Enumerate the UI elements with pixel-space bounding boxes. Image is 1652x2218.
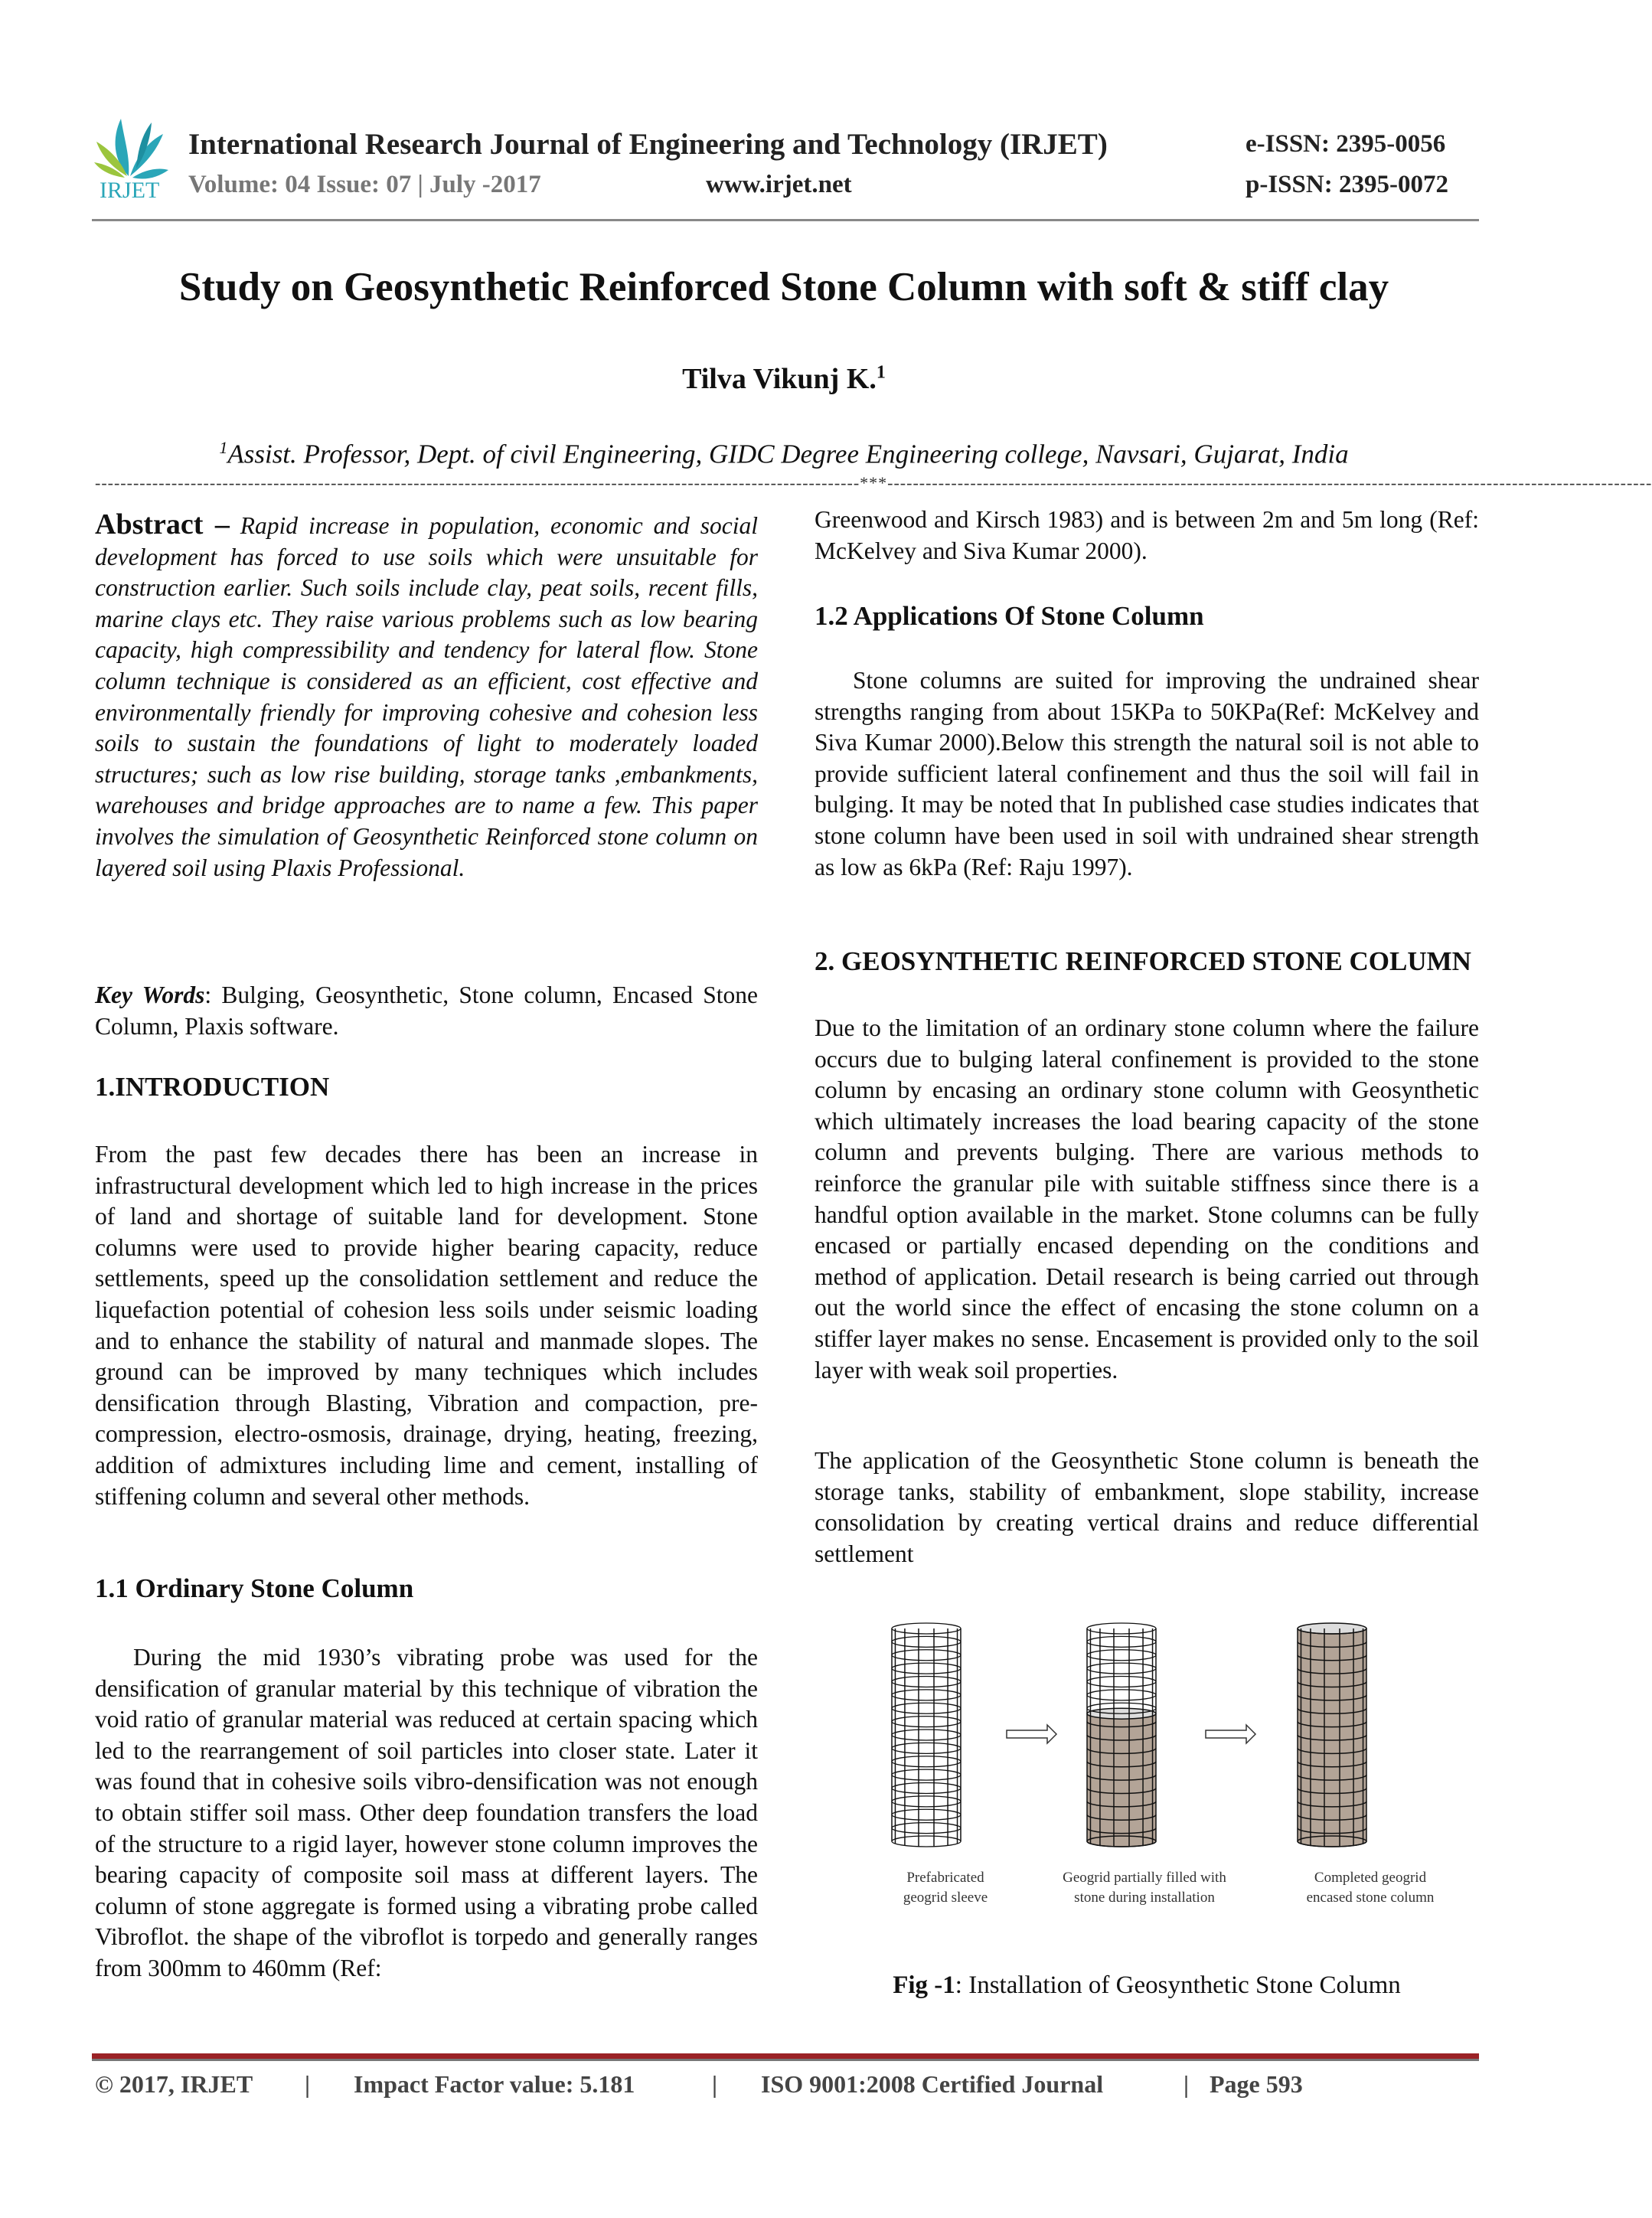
grid-ring xyxy=(892,1677,961,1687)
grid-ring xyxy=(892,1796,961,1807)
header-divider xyxy=(92,219,1479,221)
grid-ring xyxy=(892,1809,961,1820)
introduction-paragraph: From the past few decades there has been an increase in infrastructural development which led to high increase in the prices of land and shortage of suitable land for development. Stone columns were used to provide higher bearing capacity, reduce settlements, speed up the consolidation settlement and reduce the liquefaction potential of cohesion less soils under seismic loading and to enhance the stability of natural and manmade slopes. The ground can be improved by many techniques which includes densification through Blasting, Vibration and compaction, pre-compression, electro-osmosis, drainage, drying, heating, freezing, addition of admixtures including lime and cement, installing of stiffening column and several other methods. xyxy=(95,1141,758,1510)
figure-label-3 xyxy=(1278,1868,1462,1908)
label-line: stone during installation xyxy=(1074,1890,1215,1906)
journal-name: International Research Journal of Engineering and Technology (IRJET) xyxy=(188,128,1108,161)
keywords-text: : Bulging, Geosynthetic, Stone column, Encased Stone Column, Plaxis software. xyxy=(95,982,758,1040)
author-superscript: 1 xyxy=(876,362,886,383)
logo-text: IRJET xyxy=(100,178,160,203)
right-arrow-icon xyxy=(1206,1725,1255,1743)
irjet-logo xyxy=(90,115,171,207)
grid-ring xyxy=(892,1636,961,1647)
keywords xyxy=(95,980,758,1042)
affiliation-text: Assist. Professor, Dept. of civil Engineering, GIDC Degree Engineering college, Navsari, Gujarat, India xyxy=(227,439,1349,469)
label-line: Completed geogrid xyxy=(1314,1870,1427,1886)
right-arrow-icon xyxy=(1007,1725,1056,1743)
heading-introduction: 1.INTRODUCTION xyxy=(95,1072,330,1102)
ordinary-stone-column-paragraph: During the mid 1930’s vibrating probe was used for the densification of granular material by this technique of vibration the void ratio of granular material was reduced at certain spacing which led to the rearrangement of soil particles into closer state. Later it was found that in cohesive soils vibro-densification was not enough to obtain stiffer soil mass. Other deep foundation transfers the load of the structure to a rigid layer, however stone column improves the bearing capacity of composite soil mass at different layers. The column of stone aggregate is formed using a vibrating probe called Vibroflot. the shape of the vibroflot is torpedo and generally ranges from 300mm to 460mm (Ref: xyxy=(95,1644,758,1981)
figure-label-2 xyxy=(1041,1868,1248,1908)
heading-geosynthetic-reinforced: 2. GEOSYNTHETIC REINFORCED STONE COLUMN xyxy=(815,946,1471,976)
footer-sep: | xyxy=(712,2070,718,2098)
separator-stars: *** xyxy=(860,473,888,492)
geosynthetic-paragraph-1: Due to the limitation of an ordinary stone column where the failure occurs due to bulging lateral confinement is provided to the stone column by encasing an ordinary stone column with Geosynthetic which ultimately increases the load bearing capacity of the stone column and prevents bulging. There are various methods to reinforce the granular pile with suitable stiffness since there is a handful option available in the market. Stone columns can be fully encased or partially encased depending on the conditions and method of application. Detail research is being carried out through out the world since the effect of encasing the stone column on a stiffer layer makes no sense. Encasement is provided only to the soil layer with weak soil properties. xyxy=(815,1014,1479,1383)
stone-column-diagram xyxy=(880,1619,1477,1849)
keywords-label: Key Words xyxy=(95,982,205,1008)
affiliation xyxy=(0,438,1568,470)
footer-divider xyxy=(92,2053,1479,2061)
grid-ring xyxy=(892,1690,961,1700)
website-link[interactable]: www.irjet.net xyxy=(706,171,852,198)
grid-ring xyxy=(892,1823,961,1834)
footer-sep: | xyxy=(305,2070,311,2098)
label-line: Geogrid partially filled with xyxy=(1063,1870,1226,1886)
grid-ring xyxy=(892,1650,961,1661)
grid-ring xyxy=(1087,1636,1156,1647)
continued-paragraph: Greenwood and Kirsch 1983) and is between 2m and 5m long (Ref: McKelvey and Siva Kumar 2000). xyxy=(815,506,1479,564)
label-line: encased stone column xyxy=(1306,1890,1435,1906)
section-separator: ------------------------------------------------------------------------------------------------------------------------***------------------------------------------------------------------------------------------------------------------------ xyxy=(95,473,1652,492)
grid-ring xyxy=(892,1623,961,1634)
heading-ordinary-stone-column: 1.1 Ordinary Stone Column xyxy=(95,1573,414,1603)
grid-ring xyxy=(892,1703,961,1713)
abstract-text: Rapid increase in population, economic and social development has forced to use soils which were unsuitable for construction earlier. Such soils include clay, peat soils, recent fills, marine clays etc. They raise various problems such as low bearing capacity, high compressibility and tendency for lateral flow. Stone column technique is considered as an efficient, cost effective and environmentally friendly for improving cohesive and cohesion less soils to sustain the foundations of light to moderately loaded structures; such as low rise building, storage tanks ,embankments, warehouses and bridge approaches are to name a few. This paper involves the simulation of Geosynthetic Reinforced stone column on layered soil using Plaxis Professional. xyxy=(95,512,758,881)
grid-ring xyxy=(892,1769,961,1780)
grid-ring xyxy=(892,1717,961,1727)
caption-text: : Installation of Geosynthetic Stone Column xyxy=(955,1971,1401,1999)
figure-caption xyxy=(815,1971,1479,2000)
paper-title: Study on Geosynthetic Reinforced Stone Column with soft & stiff clay xyxy=(178,265,1389,309)
stone-fill xyxy=(1087,1713,1156,1841)
heading-applications: 1.2 Applications Of Stone Column xyxy=(815,601,1204,631)
label-line: geogrid sleeve xyxy=(903,1890,988,1906)
p-issn: p-ISSN: 2395-0072 xyxy=(1246,171,1448,198)
grid-ring xyxy=(1087,1650,1156,1661)
author-name: Tilva Vikunj K. xyxy=(682,363,877,395)
author xyxy=(0,362,1568,396)
grid-ring xyxy=(892,1743,961,1753)
caption-label: Fig -1 xyxy=(893,1971,955,1999)
grid-ring xyxy=(1087,1690,1156,1700)
abstract-label: Abstract – xyxy=(95,508,230,541)
figure-label-1 xyxy=(880,1868,1010,1908)
footer-sep: | xyxy=(1183,2070,1190,2098)
grid-ring xyxy=(892,1730,961,1740)
footer-iso: ISO 9001:2008 Certified Journal xyxy=(761,2070,1104,2098)
abstract xyxy=(95,509,758,884)
grid-ring xyxy=(1087,1623,1156,1634)
grid-ring xyxy=(892,1663,961,1674)
grid-ring xyxy=(1087,1677,1156,1687)
grid-ring xyxy=(1087,1663,1156,1674)
grid-ring xyxy=(892,1756,961,1767)
grid-ring xyxy=(892,1783,961,1794)
footer-copyright: © 2017, IRJET xyxy=(95,2070,253,2098)
geosynthetic-paragraph-2: The application of the Geosynthetic Stone column is beneath the storage tanks, stability of embankment, slope stability, increase consolidation by creating vertical drains and reduce differential settlement xyxy=(815,1447,1479,1567)
footer-impact-factor: Impact Factor value: 5.181 xyxy=(354,2070,635,2098)
grid-ring xyxy=(892,1836,961,1847)
e-issn: e-ISSN: 2395-0056 xyxy=(1246,130,1446,158)
applications-paragraph: Stone columns are suited for improving the undrained shear strengths ranging from about 15KPa to 50KPa(Ref: McKelvey and Siva Kumar 2000).Below this strength the natural soil is not able to provide sufficient lateral confinement and thus the soil will fail in bulging. It may be noted that In published case studies indicates that stone column have been used in soil with undrained shear strength as low as 6kPa (Ref: Raju 1997). xyxy=(815,667,1479,880)
volume-issue: Volume: 04 Issue: 07 | July -2017 xyxy=(188,171,541,198)
figure-installation xyxy=(880,1619,1477,1941)
affiliation-superscript: 1 xyxy=(219,438,228,457)
footer-page-number: Page 593 xyxy=(1210,2070,1303,2098)
label-line: Prefabricated xyxy=(906,1870,984,1886)
